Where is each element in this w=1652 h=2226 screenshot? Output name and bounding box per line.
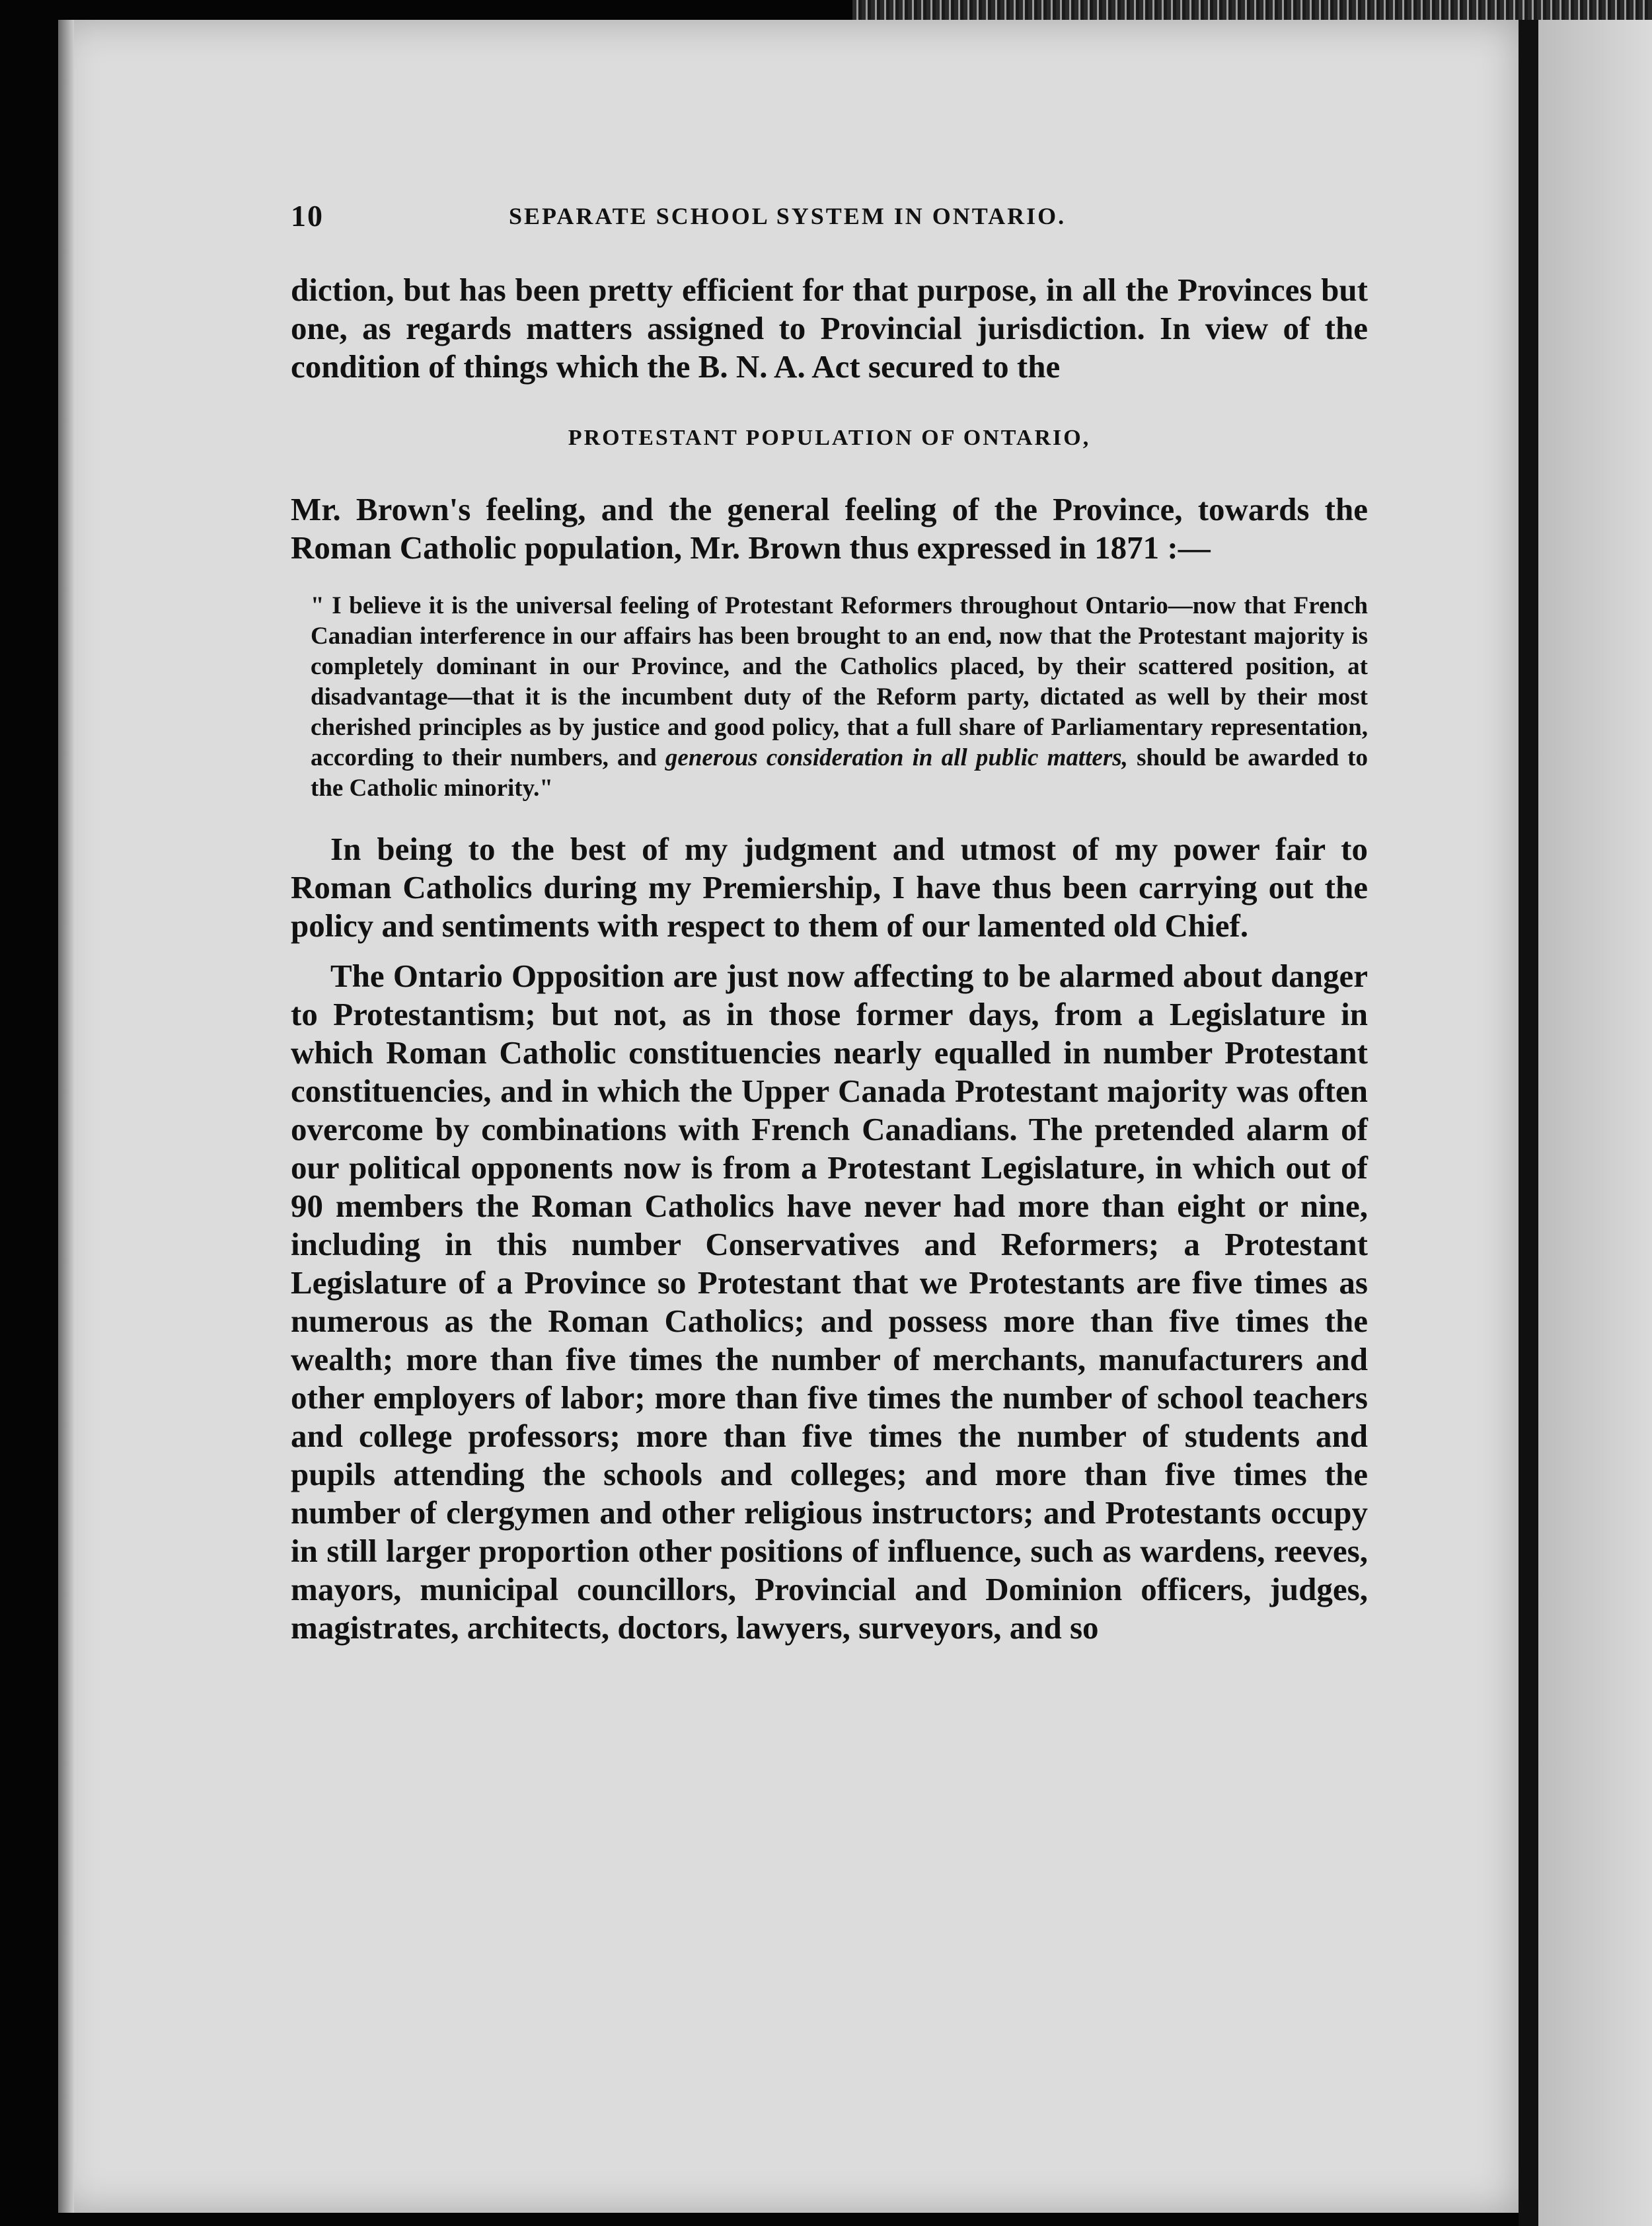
quote-text-part1: " I believe it is the universal feeling of Protestant Reformers throughout Ontario—now that French Canadian interference in our affairs has been brought to an end, now that the Protestant majority is completely dominant in our Province, and the Catholics placed, by their scattered position, at disadvantage—that it is the incumbent duty of the Reform party, dictated as well by their most cherished principles as by justice and good policy, that a full share of Parliamentary representation, according to their numbers, and: [311, 592, 1368, 771]
lead-paragraph: Mr. Brown's feeling, and the general feeling of the Province, towards the Roman Catholic population, Mr. Brown thus expressed in 1871 :—: [291, 491, 1368, 566]
paragraph-opposition: The Ontario Opposition are just now affecting to be alarmed about danger to Protestantism; but not, as in those former days, from a Legislature in which Roman Catholic constituencies nearly equalled in number Protestant constituencies, and in which the Upper Canada Protestant majority was often overcome by combinations with French Canadians. The pretended alarm of our political opponents now is from a Protestant Legislature, in which out of 90 members the Roman Catholics have never had more than eight or nine, including in this number Conservatives and Reformers; a Protestant Legislature of a Province so Protestant that we Protestants are five times as numerous as the Roman Catholics; and possess more than five times the wealth; more than five times the number of merchants, manufacturers and other employers of labor; more than five times the number of school teachers and college professors; more than five times the number of students and pupils attending the schools and colleges; and more than five times the number of clergymen and other religious instructors; and Protestants occupy in still larger proportion other positions of influence, such as wardens, reeves, mayors, municipal councillors, Provincial and Dominion officers, judges, magistrates, architects, doctors, lawyers, surveyors, and so: [291, 958, 1368, 1646]
adjacent-page-edge: [1538, 20, 1652, 2226]
page-content: [291, 198, 1368, 1647]
page-left-edge: [58, 20, 74, 2213]
running-title: SEPARATE SCHOOL SYSTEM IN ONTARIO.: [509, 203, 1067, 229]
section-heading: PROTESTANT POPULATION OF ONTARIO,: [568, 426, 1091, 450]
block-quote: [311, 591, 1368, 804]
running-head: [291, 198, 1368, 245]
quote-emphasis: generous consideration in all public matters,: [665, 744, 1128, 771]
quote-text-part2: should be awarded to the Catholic minority.": [311, 744, 1369, 802]
page-gutter: [1519, 20, 1538, 2226]
intro-paragraph: diction, but has been pretty efficient for that purpose, in all the Provinces but one, as regards matters assigned to Provincial jurisdiction. In view of the condition of things which the B. N. A. Act secured to the: [291, 272, 1368, 385]
scan-top-edge: [852, 0, 1652, 22]
paragraph-premiership: In being to the best of my judgment and utmost of my power fair to Roman Catholics during my Premiership, I have thus been carrying out the policy and sentiments with respect to them of our lamented old Chief.: [291, 831, 1368, 944]
page-number: 10: [291, 199, 324, 233]
